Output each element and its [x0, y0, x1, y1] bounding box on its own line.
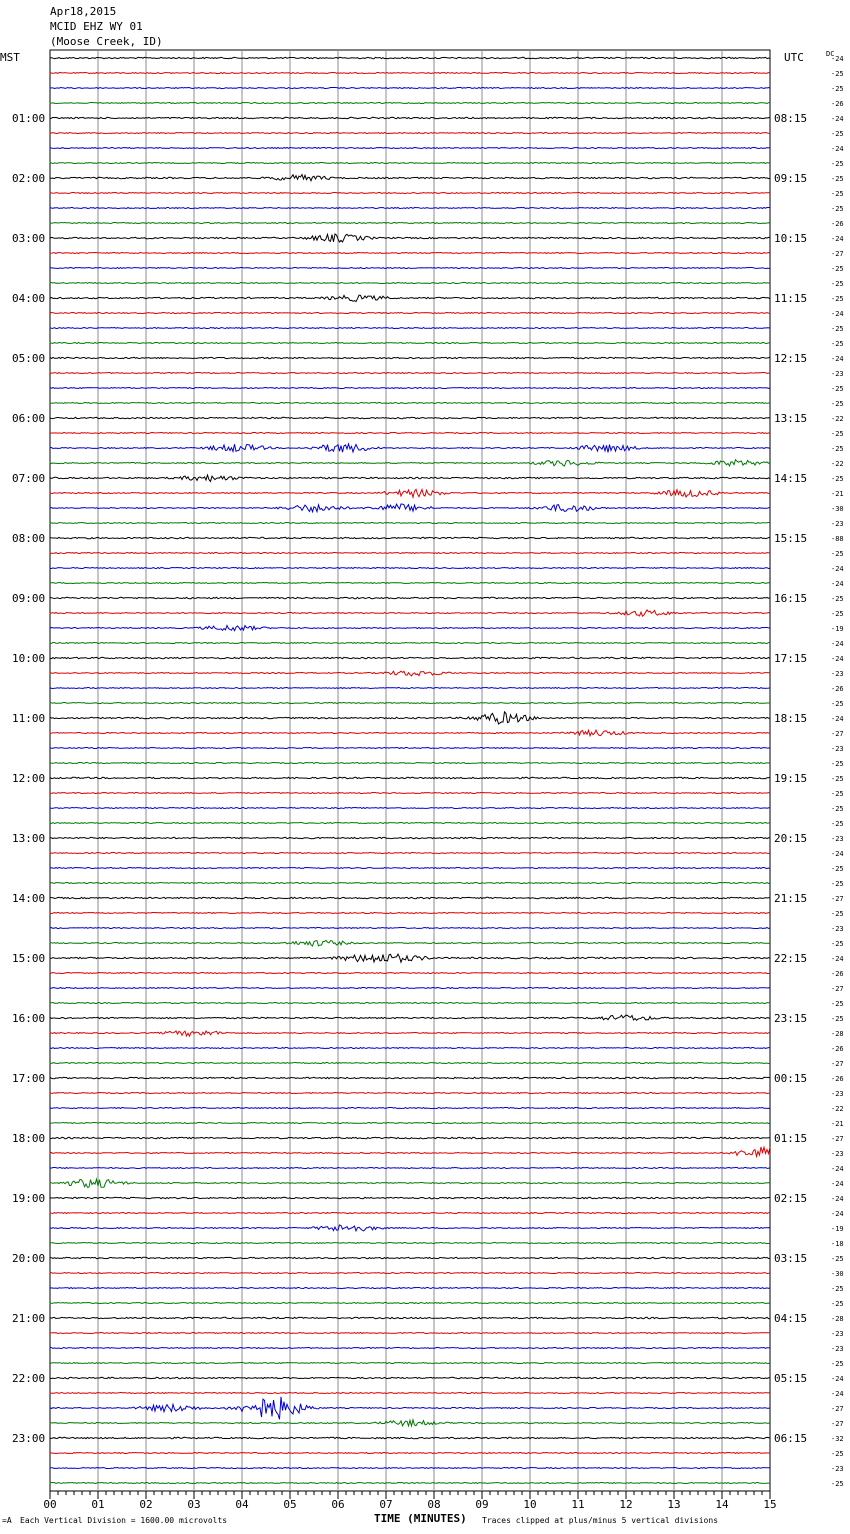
right-hour-label: 15:15: [774, 532, 808, 545]
dc-offset-label: -25: [831, 820, 844, 828]
left-hour-label: 06:00: [12, 412, 46, 425]
trace-line: [50, 703, 770, 704]
dc-offset-label: -25: [831, 1300, 844, 1308]
dc-offset-label: -28: [831, 1315, 844, 1323]
plot-frame: [50, 50, 770, 1491]
dc-offset-label: -25: [831, 1015, 844, 1023]
right-hour-label: 23:15: [774, 1012, 808, 1025]
dc-offset-label: -24: [831, 55, 844, 63]
trace-line: [50, 1333, 770, 1334]
dc-offset-label: -24: [831, 655, 844, 663]
trace-line: [50, 748, 770, 749]
left-hour-label: 16:00: [12, 1012, 46, 1025]
right-hour-label: 10:15: [774, 232, 808, 245]
dc-offset-label: -19: [831, 625, 844, 633]
left-hour-label: 12:00: [12, 772, 46, 785]
dc-offset-label: -28: [831, 1030, 844, 1038]
left-hour-label: 03:00: [12, 232, 46, 245]
right-hour-label: 09:15: [774, 172, 808, 185]
dc-offset-label: -24: [831, 565, 844, 573]
trace-line: [50, 568, 770, 569]
dc-offset-label: -25: [831, 205, 844, 213]
right-hour-label: 00:15: [774, 1072, 808, 1085]
dc-offset-label: -25: [831, 265, 844, 273]
trace-line: [50, 475, 770, 481]
left-hour-label: 11:00: [12, 712, 46, 725]
trace-line: [50, 883, 770, 884]
trace-line: [50, 373, 770, 374]
trace-line: [50, 1108, 770, 1109]
trace-line: [50, 417, 770, 418]
trace-line: [50, 973, 770, 974]
dc-offset-label: -25: [831, 880, 844, 888]
trace-line: [50, 343, 770, 344]
date-label: Apr18,2015: [50, 5, 117, 18]
dc-offset-label: -25: [831, 775, 844, 783]
trace-line: [50, 489, 770, 497]
dc-offset-label: -25: [831, 160, 844, 168]
trace-line: [50, 1483, 770, 1484]
trace-line: [50, 868, 770, 869]
dc-offset-label: -24: [831, 310, 844, 318]
dc-offset-label: -23: [831, 1150, 844, 1158]
dc-offset-label: -25: [831, 805, 844, 813]
dc-offset-label: -25: [831, 700, 844, 708]
trace-line: [50, 388, 770, 389]
trace-line: [50, 1288, 770, 1289]
dc-offset-label: -25: [831, 910, 844, 918]
left-hour-label: 09:00: [12, 592, 46, 605]
dc-offset-label: -25: [831, 610, 844, 618]
right-hour-label: 19:15: [774, 772, 808, 785]
trace-line: [50, 583, 770, 584]
dc-offset-label: -25: [831, 865, 844, 873]
left-hour-label: 10:00: [12, 652, 46, 665]
x-tick-label: 09: [475, 1498, 489, 1511]
station-label: MCID EHZ WY 01: [50, 20, 143, 33]
trace-line: [50, 103, 770, 104]
dc-offset-label: -24: [831, 1165, 844, 1173]
left-hour-label: 14:00: [12, 892, 46, 905]
trace-line: [50, 403, 770, 404]
x-tick-label: 10: [523, 1498, 537, 1511]
location-label: (Moose Creek, ID): [50, 35, 163, 48]
trace-line: [50, 193, 770, 194]
dc-offset-label: -25: [831, 940, 844, 948]
trace-line: [50, 643, 770, 644]
trace-line: [50, 148, 770, 149]
dc-offset-label: -18: [831, 1240, 844, 1248]
trace-line: [50, 1077, 770, 1078]
trace-line: [50, 610, 770, 616]
dc-offset-label: -25: [831, 1000, 844, 1008]
trace-line: [50, 1197, 770, 1198]
trace-line: [50, 1453, 770, 1454]
dc-offset-label: -25: [831, 1255, 844, 1263]
dc-offset-label: -24: [831, 355, 844, 363]
right-hour-label: 12:15: [774, 352, 808, 365]
dc-offset-label: -25: [831, 385, 844, 393]
trace-line: [50, 1257, 770, 1258]
left-hour-label: 17:00: [12, 1072, 46, 1085]
trace-line: [50, 793, 770, 794]
trace-line: [50, 1015, 770, 1020]
trace-line: [50, 1303, 770, 1304]
dc-offset-label: -25: [831, 1450, 844, 1458]
left-hour-label: 02:00: [12, 172, 46, 185]
trace-line: [50, 57, 770, 58]
dc-offset-label: -24: [831, 1195, 844, 1203]
trace-line: [50, 897, 770, 898]
right-hour-label: 01:15: [774, 1132, 808, 1145]
left-hour-label: 22:00: [12, 1372, 46, 1385]
x-axis-title: TIME (MINUTES): [374, 1512, 467, 1525]
dc-offset-label: -25: [831, 325, 844, 333]
left-hour-label: 07:00: [12, 472, 46, 485]
trace-line: [50, 1003, 770, 1004]
x-tick-label: 15: [763, 1498, 777, 1511]
dc-offset-label: -24: [831, 1375, 844, 1383]
right-hour-label: 05:15: [774, 1372, 808, 1385]
x-tick-label: 02: [139, 1498, 153, 1511]
dc-offset-label: -25: [831, 400, 844, 408]
right-hour-label: 08:15: [774, 112, 808, 125]
dc-offset-label: -23: [831, 925, 844, 933]
trace-line: [50, 1048, 770, 1049]
scale-note: Each Vertical Division = 1600.00 microvolts: [20, 1516, 228, 1525]
dc-offset-label: -27: [831, 1405, 844, 1413]
trace-line: [50, 1225, 770, 1231]
trace-line: [50, 357, 770, 358]
dc-offset-label: -23: [831, 670, 844, 678]
right-timezone-label: UTC: [784, 51, 804, 64]
dc-offset-label: -25: [831, 175, 844, 183]
trace-line: [50, 1093, 770, 1094]
right-hour-label: 13:15: [774, 412, 808, 425]
trace-line: [50, 1137, 770, 1138]
dc-offset-label: -88: [831, 535, 844, 543]
dc-offset-label: -22: [831, 460, 844, 468]
trace-line: [50, 940, 770, 946]
trace-line: [50, 657, 770, 658]
dc-offset-label: -25: [831, 445, 844, 453]
trace-line: [50, 712, 770, 724]
trace-line: [50, 954, 770, 962]
x-tick-label: 01: [91, 1498, 105, 1511]
dc-offset-label: -25: [831, 1360, 844, 1368]
dc-offset-label: -25: [831, 280, 844, 288]
right-hour-label: 06:15: [774, 1432, 808, 1445]
dc-offset-label: -25: [831, 550, 844, 558]
dc-offset-label: -30: [831, 505, 844, 513]
trace-line: [50, 175, 770, 181]
trace-line: [50, 234, 770, 242]
trace-line: [50, 1420, 770, 1426]
left-hour-label: 08:00: [12, 532, 46, 545]
dc-offset-label: -27: [831, 895, 844, 903]
trace-line: [50, 295, 770, 301]
dc-offset-label: -24: [831, 115, 844, 123]
dc-offset-label: -25: [831, 475, 844, 483]
left-hour-label: 18:00: [12, 1132, 46, 1145]
dc-offset-label: -25: [831, 70, 844, 78]
right-hour-label: 04:15: [774, 1312, 808, 1325]
trace-line: [50, 1243, 770, 1244]
dc-offset-label: -24: [831, 1390, 844, 1398]
left-hour-label: 01:00: [12, 112, 46, 125]
x-tick-label: 12: [619, 1498, 633, 1511]
trace-line: [50, 1031, 770, 1036]
trace-line: [50, 283, 770, 284]
right-hour-label: 11:15: [774, 292, 808, 305]
trace-line: [50, 117, 770, 118]
dc-offset-label: -27: [831, 985, 844, 993]
x-tick-label: 11: [571, 1498, 585, 1511]
trace-line: [50, 808, 770, 809]
trace-line: [50, 460, 770, 466]
dc-offset-label: -25: [831, 130, 844, 138]
dc-offset-label: -25: [831, 1480, 844, 1488]
trace-line: [50, 763, 770, 764]
trace-line: [50, 523, 770, 524]
dc-offset-label: -26: [831, 1045, 844, 1053]
trace-line: [50, 928, 770, 929]
right-hour-label: 02:15: [774, 1192, 808, 1205]
trace-line: [50, 504, 770, 512]
trace-line: [50, 223, 770, 224]
right-hour-label: 22:15: [774, 952, 808, 965]
trace-line: [50, 1147, 770, 1157]
dc-offset-label: -25: [831, 790, 844, 798]
trace-line: [50, 1273, 770, 1274]
x-tick-label: 00: [43, 1498, 57, 1511]
x-tick-label: 06: [331, 1498, 345, 1511]
left-hour-label: 15:00: [12, 952, 46, 965]
trace-line: [50, 1123, 770, 1124]
trace-line: [50, 553, 770, 554]
trace-line: [50, 988, 770, 989]
trace-line: [50, 671, 770, 676]
trace-line: [50, 433, 770, 434]
dc-offset-label: -25: [831, 595, 844, 603]
trace-line: [50, 1377, 770, 1378]
trace-line: [50, 688, 770, 689]
trace-line: [50, 823, 770, 824]
x-tick-label: 04: [235, 1498, 249, 1511]
dc-offset-label: -24: [831, 235, 844, 243]
trace-line: [50, 730, 770, 736]
dc-offset-label: -24: [831, 850, 844, 858]
trace-line: [50, 1168, 770, 1169]
left-timezone-label: MST: [0, 51, 20, 64]
dc-offset-label: -23: [831, 520, 844, 528]
dc-offset-label: -21: [831, 490, 844, 498]
right-hour-label: 14:15: [774, 472, 808, 485]
dc-offset-label: -21: [831, 1120, 844, 1128]
dc-header-label: DC: [826, 50, 835, 58]
dc-offset-label: -19: [831, 1225, 844, 1233]
right-hour-label: 16:15: [774, 592, 808, 605]
dc-offset-label: -26: [831, 100, 844, 108]
trace-line: [50, 626, 770, 631]
dc-offset-label: -25: [831, 430, 844, 438]
dc-offset-label: -23: [831, 1330, 844, 1338]
right-hour-label: 18:15: [774, 712, 808, 725]
dc-offset-label: -24: [831, 145, 844, 153]
trace-line: [50, 1397, 770, 1420]
dc-offset-label: -27: [831, 1420, 844, 1428]
trace-line: [50, 444, 770, 453]
trace-line: [50, 163, 770, 164]
clip-note: Traces clipped at plus/minus 5 vertical divisions: [482, 1516, 719, 1525]
dc-offset-label: -25: [831, 1285, 844, 1293]
left-hour-label: 13:00: [12, 832, 46, 845]
trace-line: [50, 73, 770, 74]
trace-line: [50, 853, 770, 854]
dc-offset-label: -25: [831, 340, 844, 348]
dc-offset-label: -27: [831, 1135, 844, 1143]
dc-offset-label: -22: [831, 1105, 844, 1113]
dc-offset-label: -24: [831, 640, 844, 648]
dc-offset-label: -22: [831, 415, 844, 423]
dc-offset-label: -30: [831, 1270, 844, 1278]
left-hour-label: 04:00: [12, 292, 46, 305]
dc-offset-label: -23: [831, 370, 844, 378]
trace-line: [50, 777, 770, 778]
trace-line: [50, 268, 770, 269]
trace-line: [50, 208, 770, 209]
trace-line: [50, 328, 770, 329]
dc-offset-label: -25: [831, 295, 844, 303]
right-hour-label: 17:15: [774, 652, 808, 665]
left-hour-label: 21:00: [12, 1312, 46, 1325]
dc-offset-label: -24: [831, 1180, 844, 1188]
dc-offset-label: -23: [831, 835, 844, 843]
dc-offset-label: -24: [831, 580, 844, 588]
trace-line: [50, 253, 770, 254]
trace-line: [50, 133, 770, 134]
dc-offset-label: -26: [831, 220, 844, 228]
trace-line: [50, 1348, 770, 1349]
dc-offset-label: -26: [831, 685, 844, 693]
x-tick-label: 07: [379, 1498, 393, 1511]
trace-line: [50, 837, 770, 838]
right-hour-label: 03:15: [774, 1252, 808, 1265]
dc-offset-label: -26: [831, 970, 844, 978]
left-hour-label: 20:00: [12, 1252, 46, 1265]
trace-line: [50, 1213, 770, 1214]
trace-line: [50, 88, 770, 89]
right-hour-label: 20:15: [774, 832, 808, 845]
dc-offset-label: -23: [831, 1345, 844, 1353]
trace-line: [50, 913, 770, 914]
dc-offset-label: -32: [831, 1435, 844, 1443]
x-tick-label: 14: [715, 1498, 729, 1511]
dc-offset-label: -24: [831, 955, 844, 963]
dc-offset-label: -24: [831, 1210, 844, 1218]
dc-offset-label: -25: [831, 760, 844, 768]
trace-line: [50, 537, 770, 538]
trace-line: [50, 313, 770, 314]
dc-offset-label: -23: [831, 1465, 844, 1473]
x-tick-label: 08: [427, 1498, 441, 1511]
trace-line: [50, 1468, 770, 1469]
dc-offset-label: -27: [831, 730, 844, 738]
x-tick-label: 03: [187, 1498, 201, 1511]
x-tick-label: 05: [283, 1498, 297, 1511]
left-hour-label: 23:00: [12, 1432, 46, 1445]
footer-mark: =A: [2, 1516, 12, 1525]
trace-line: [50, 1363, 770, 1364]
dc-offset-label: -27: [831, 1060, 844, 1068]
trace-line: [50, 1437, 770, 1438]
dc-offset-label: -23: [831, 745, 844, 753]
dc-offset-label: -24: [831, 715, 844, 723]
trace-line: [50, 1063, 770, 1064]
dc-offset-label: -27: [831, 250, 844, 258]
trace-line: [50, 1317, 770, 1318]
dc-offset-label: -23: [831, 1090, 844, 1098]
trace-line: [50, 1179, 770, 1187]
trace-line: [50, 597, 770, 598]
right-hour-label: 21:15: [774, 892, 808, 905]
dc-offset-label: -25: [831, 190, 844, 198]
trace-line: [50, 1393, 770, 1394]
left-hour-label: 19:00: [12, 1192, 46, 1205]
dc-offset-label: -26: [831, 1075, 844, 1083]
dc-offset-label: -25: [831, 85, 844, 93]
x-tick-label: 13: [667, 1498, 681, 1511]
left-hour-label: 05:00: [12, 352, 46, 365]
